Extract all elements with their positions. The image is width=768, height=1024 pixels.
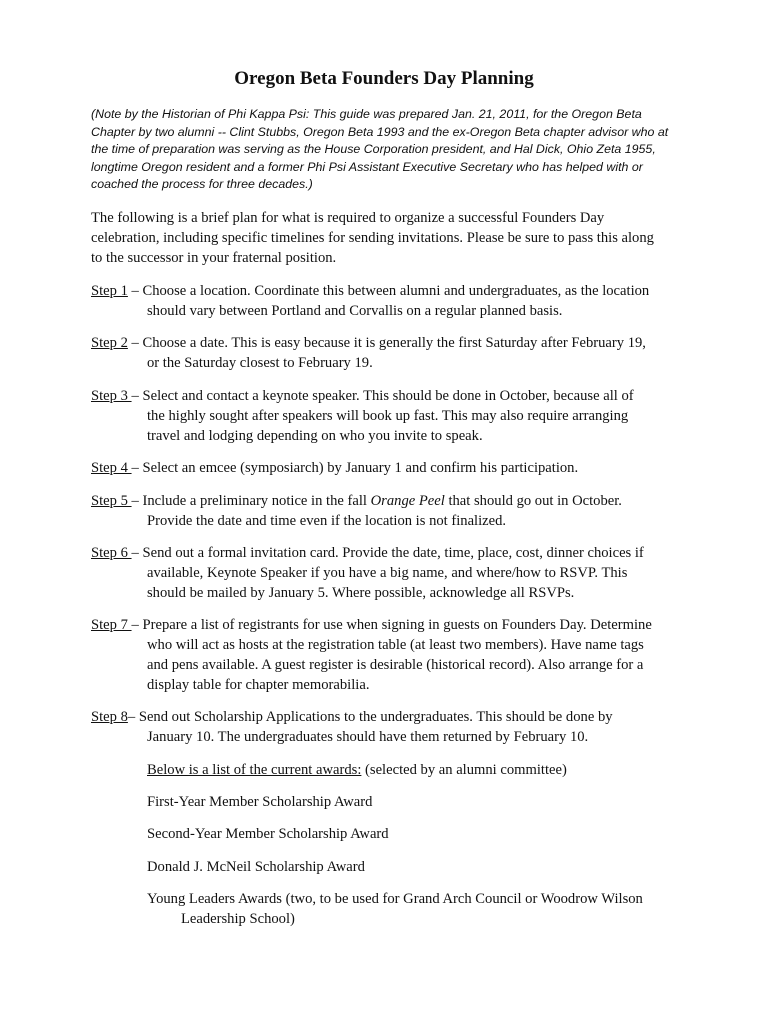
note-line: Chapter by two alumni -- Clint Stubbs, Oregon Beta 1993 and the ex-Oregon Beta chapter advisor who at	[91, 124, 669, 139]
step-line	[91, 543, 711, 563]
document-title: Oregon Beta Founders Day Planning	[234, 68, 534, 89]
award-item-young-leaders	[147, 889, 707, 929]
awards-heading-line	[147, 760, 707, 780]
award-name: Young Leaders Awards (two, to be used for Grand Arch Council or Woodrow Wilson	[147, 891, 643, 907]
award-item	[147, 857, 707, 877]
step-text: that should go out in October.	[444, 493, 622, 509]
intro-paragraph	[91, 208, 711, 268]
step-3	[91, 386, 711, 446]
awards-heading-note: (selected by an alumni committee)	[361, 762, 567, 778]
step-text: – Select an emcee (symposiarch) by January 1 and confirm his participation.	[131, 460, 579, 476]
intro-line: The following is a brief plan for what is required to organize a successful Founders Day	[91, 210, 605, 226]
step-text: – Choose a location. Coordinate this between alumni and undergraduates, as the location	[127, 283, 650, 299]
step-text: – Send out Scholarship Applications to the undergraduates. This should be done by	[127, 709, 613, 725]
step-line	[91, 615, 711, 635]
step-text: – Send out a formal invitation card. Provide the date, time, place, cost, dinner choices if	[131, 545, 644, 561]
awards-heading-title: Below is a list of the current awards:	[147, 762, 362, 778]
step-continuation: the highly sought after speakers will book up fast. This may also require arranging	[147, 408, 629, 424]
step-line	[91, 458, 711, 478]
step-text: – Select and contact a keynote speaker. This should be done in October, because all of	[131, 388, 634, 404]
step-continuation: and pens available. A guest register is desirable (historical record). Also arrange for a	[147, 657, 644, 673]
step-label: Step 7	[91, 617, 132, 633]
step-line	[91, 491, 711, 511]
step-continuation: travel and lodging depending on who you invite to speak.	[147, 428, 483, 444]
note-line: the time of preparation was serving as the House Corporation president, and Hal Dick, Ohio Zeta 1955,	[91, 142, 656, 156]
step-2	[91, 333, 711, 373]
step-label: Step 1	[91, 283, 128, 299]
step-label: Step 2	[91, 335, 128, 351]
step-continuation: available, Keynote Speaker if you have a big name, and where/how to RSVP. This	[147, 565, 628, 581]
step-label: Step 4	[91, 460, 132, 476]
step-continuation: should be mailed by January 5. Where possible, acknowledge all RSVPs.	[147, 585, 575, 601]
step-text: – Prepare a list of registrants for use when signing in guests on Founders Day. Determine	[131, 617, 652, 633]
award-name: Donald J. McNeil Scholarship Award	[147, 859, 365, 875]
step-line	[91, 386, 711, 406]
step-continuation: should vary between Portland and Corvallis on a regular planned basis.	[147, 303, 563, 319]
note-line: coached the process for three decades.)	[91, 177, 313, 191]
historian-note	[91, 106, 691, 194]
step-7	[91, 615, 711, 695]
award-name-continuation: Leadership School)	[181, 911, 295, 927]
step-text: – Include a preliminary notice in the fall	[131, 493, 371, 509]
step-continuation: or the Saturday closest to February 19.	[147, 355, 373, 371]
step-1	[91, 281, 711, 321]
step-label: Step 8	[91, 709, 128, 725]
step-line	[91, 707, 711, 727]
note-line: longtime Oregon resident and a former Phi Psi Assistant Executive Secretary who has helped with or	[91, 159, 643, 174]
award-item	[147, 824, 707, 844]
step-label: Step 6	[91, 545, 132, 561]
step-5	[91, 491, 711, 531]
note-line: (Note by the Historian of Phi Kappa Psi: This guide was prepared Jan. 21, 2011, for the Oregon Beta	[91, 107, 642, 121]
step-continuation: January 10. The undergraduates should have them returned by February 10.	[147, 729, 589, 745]
step-4	[91, 458, 711, 478]
award-name: First-Year Member Scholarship Award	[147, 794, 373, 810]
award-name: Second-Year Member Scholarship Award	[147, 826, 389, 842]
step-label: Step 5	[91, 493, 132, 509]
award-item	[147, 792, 707, 812]
awards-heading	[147, 760, 707, 780]
step-8	[91, 707, 711, 747]
step-line	[91, 333, 711, 353]
step-continuation: display table for chapter memorabilia.	[147, 677, 370, 693]
intro-line: celebration, including specific timelines for sending invitations. Please be sure to pass this along	[91, 230, 654, 246]
step-6	[91, 543, 711, 603]
step-text: – Choose a date. This is easy because it is generally the first Saturday after February 19,	[127, 335, 646, 351]
step-continuation: Provide the date and time even if the location is not finalized.	[147, 513, 507, 529]
intro-line: to the successor in your fraternal position.	[91, 250, 337, 266]
step-line	[91, 281, 711, 301]
step-label: Step 3	[91, 388, 132, 404]
step-continuation: who will act as hosts at the registration table (at least two members). Have name tags	[147, 637, 644, 653]
orange-peel-title: Orange Peel	[370, 493, 445, 509]
